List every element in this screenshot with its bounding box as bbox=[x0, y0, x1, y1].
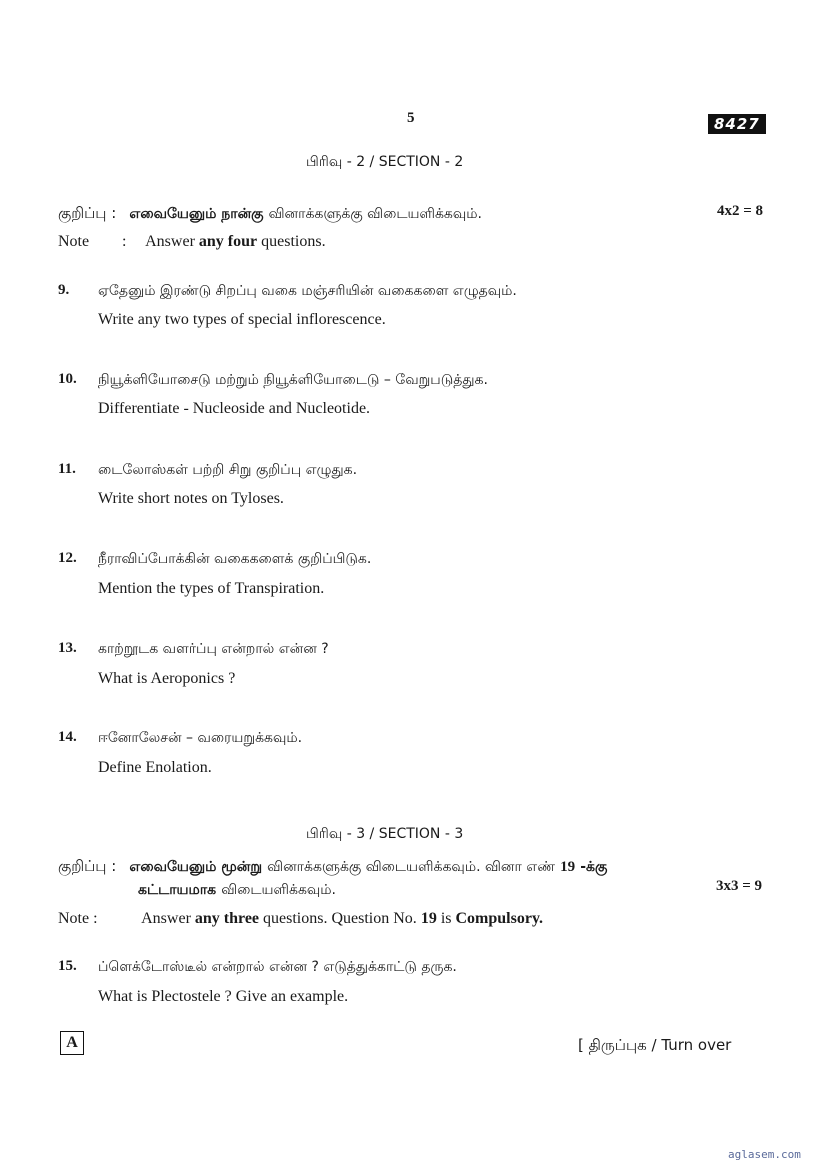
turn-over-text: [ திருப்புக / Turn over bbox=[578, 1036, 732, 1054]
note-pre-en: Answer bbox=[145, 233, 195, 250]
section-2-note-en bbox=[58, 233, 326, 251]
section-2-title bbox=[306, 152, 463, 172]
question-number: 14. bbox=[58, 729, 77, 745]
section-2-title-text: பிரிவு - 2 / SECTION - 2 bbox=[306, 154, 464, 170]
question-text-ta: நீராவிப்போக்கின் வகைகளைக் குறிப்பிடுக. bbox=[98, 551, 372, 567]
note-bold-ta: எவையேனும் நான்கு bbox=[129, 206, 264, 222]
note-pre-en: Answer bbox=[141, 910, 191, 927]
question-text-en: What is Plectostele ? Give an example. bbox=[98, 988, 349, 1005]
note-qno: 19 bbox=[560, 859, 576, 875]
question-text-ta: காற்றூடக வளர்ப்பு என்றால் என்ன ? bbox=[98, 641, 329, 657]
question-number: 11. bbox=[58, 461, 76, 477]
paper-code-badge: 8427 bbox=[708, 114, 766, 134]
note-bold-en: any four bbox=[198, 233, 258, 250]
note-bold-ta: எவையேனும் மூன்று bbox=[129, 859, 263, 875]
note-label-en: Note bbox=[58, 233, 90, 250]
question-text-ta: ஏதேனும் இரண்டு சிறப்பு வகை மஞ்சரியின் வகைகளை எழுதவும். bbox=[98, 283, 517, 299]
note-qno-en: 19 bbox=[420, 910, 437, 927]
section-3-note-ta-line1 bbox=[58, 856, 607, 877]
section-3-note-ta-line2 bbox=[138, 879, 336, 900]
note-colon: : bbox=[122, 233, 127, 250]
section-3-title-text: பிரிவு - 3 / SECTION - 3 bbox=[306, 826, 464, 842]
note-mid-en: questions. Question No. bbox=[263, 910, 417, 927]
note-label-ta: குறிப்பு : bbox=[58, 204, 117, 222]
note-line2-bold-ta: கட்டாயமாக bbox=[138, 882, 217, 898]
section-3-title bbox=[306, 823, 463, 844]
watermark: aglasem.com bbox=[728, 1148, 801, 1161]
section-2-marks: 4x2 = 8 bbox=[717, 203, 764, 219]
note-line2-rest-ta: விடையளிக்கவும். bbox=[221, 882, 337, 898]
question-text-en: Mention the types of Transpiration. bbox=[98, 580, 325, 597]
section-3-note-en bbox=[58, 910, 543, 928]
question-number: 15. bbox=[58, 958, 77, 974]
note-comp-en: Compulsory. bbox=[455, 910, 544, 927]
note-rest-ta: வினாக்களுக்கு விடையளிக்கவும். bbox=[268, 206, 483, 222]
note-bold-en: any three bbox=[194, 910, 260, 927]
question-text-en: Differentiate - Nucleoside and Nucleotide. bbox=[98, 400, 371, 417]
question-text-ta: நியூக்ளியோசைடு மற்றும் நியூக்ளியோடைடு – வேறுபடுத்துக. bbox=[98, 372, 488, 388]
version-box: A bbox=[60, 1031, 84, 1055]
turn-over bbox=[578, 1035, 731, 1056]
note-rest-ta: வினாக்களுக்கு விடையளிக்கவும். வினா எண் bbox=[267, 859, 556, 875]
section-2-note-ta bbox=[58, 203, 482, 224]
question-text-en: Define Enolation. bbox=[98, 759, 212, 776]
note-label-ta: குறிப்பு : bbox=[58, 857, 117, 875]
question-text-ta: டைலோஸ்கள் பற்றி சிறு குறிப்பு எழுதுக. bbox=[98, 462, 358, 478]
question-text-ta: ஈனோலேசன் – வரையறுக்கவும். bbox=[98, 730, 303, 746]
question-number: 12. bbox=[58, 550, 77, 566]
question-text-en: Write any two types of special inflorescence. bbox=[98, 311, 386, 328]
question-number: 13. bbox=[58, 640, 77, 656]
note-post-en: questions. bbox=[261, 233, 326, 250]
question-number: 10. bbox=[58, 371, 77, 387]
note-is-en: is bbox=[440, 910, 452, 927]
section-3-marks: 3x3 = 9 bbox=[716, 878, 763, 894]
question-text-ta: ப்ளெக்டோஸ்டீல் என்றால் என்ன ? எடுத்துக்காட்டு தருக. bbox=[98, 959, 457, 975]
question-text-en: Write short notes on Tyloses. bbox=[98, 490, 284, 507]
note-label-en: Note : bbox=[58, 910, 98, 927]
note-suffix-ta: -க்கு bbox=[580, 859, 608, 875]
question-text-en: What is Aeroponics ? bbox=[98, 670, 236, 687]
page-number: 5 bbox=[407, 110, 415, 126]
question-number: 9. bbox=[58, 282, 70, 298]
